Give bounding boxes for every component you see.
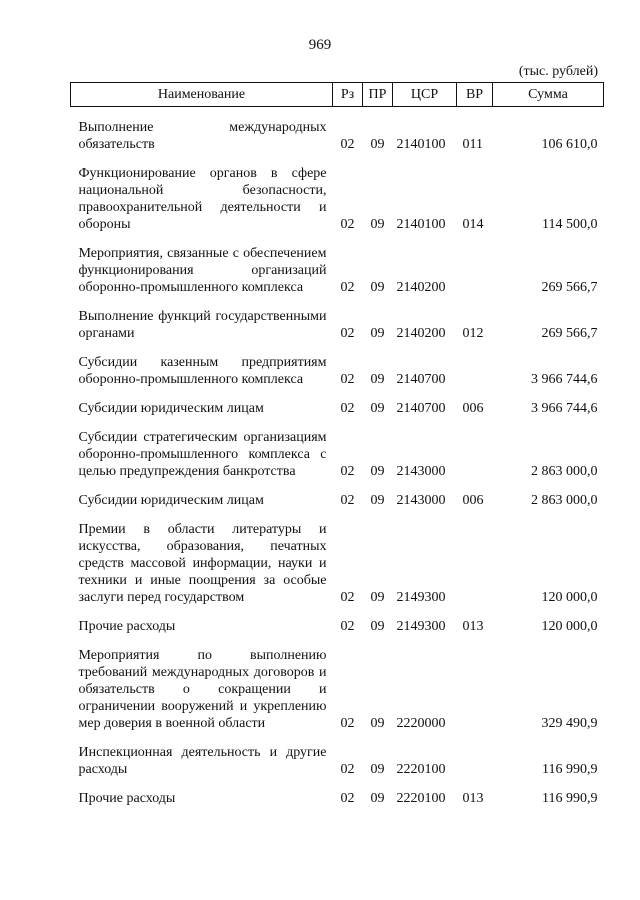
- cell-name: Субсидии казенным предприятиям оборонно-промышленного комплекса: [78, 355, 327, 387]
- cell-vr: [457, 637, 493, 734]
- header-rz: Рз: [333, 83, 363, 107]
- header-sum: Сумма: [493, 83, 604, 107]
- cell-vr: 011: [462, 137, 483, 152]
- cell-rz: 02: [340, 716, 355, 731]
- cell-pr: 09: [370, 762, 385, 777]
- table-row: [71, 608, 604, 637]
- cell-rz: 02: [340, 137, 355, 152]
- cell-name: Премии в области литературы и искусства, образования, печатных средств массовой информации, науки и техники и иные поощрения за особые заслуги перед государством: [78, 522, 327, 605]
- units-label: (тыс. рублей): [518, 64, 598, 79]
- cell-pr: 09: [370, 590, 385, 605]
- cell-csr: 2149300: [396, 619, 446, 634]
- cell-vr: 012: [462, 326, 484, 341]
- table-row: [71, 235, 604, 298]
- cell-rz: 02: [340, 217, 355, 232]
- cell-name: Прочие расходы: [78, 619, 176, 634]
- cell-rz: 02: [340, 791, 355, 806]
- cell-name: Мероприятия, связанные с обеспечением функционирования организаций оборонно-промышленного комплекса: [78, 246, 327, 295]
- cell-rz: 02: [340, 401, 355, 416]
- cell-name: Субсидии стратегическим организациям оборонно-промышленного комплекса с целью предупреждения банкротства: [78, 430, 327, 479]
- cell-csr: 2140200: [396, 280, 446, 295]
- cell-rz: 02: [340, 762, 355, 777]
- cell-name: Функционирование органов в сфере национальной безопасности, правоохранительной деятельности и обороны: [78, 166, 327, 232]
- cell-name: Мероприятия по выполнению требований международных договоров и обязательств о сокращении и ограничении вооружений и укреплению мер доверия в военной области: [78, 648, 327, 731]
- cell-vr: 006: [462, 493, 484, 508]
- cell-pr: 09: [370, 280, 385, 295]
- cell-name: Выполнение функций государственными органами: [78, 309, 327, 341]
- cell-sum: 2 863 000,0: [531, 464, 598, 479]
- cell-pr: 09: [370, 137, 385, 152]
- cell-sum: 269 566,7: [541, 326, 598, 341]
- table-row: [71, 298, 604, 344]
- header-name: Наименование: [71, 83, 333, 107]
- cell-sum: 3 966 744,6: [531, 372, 598, 387]
- table-row: [71, 637, 604, 734]
- table-row: [71, 511, 604, 608]
- cell-pr: 09: [370, 716, 385, 731]
- cell-vr: 013: [462, 791, 484, 806]
- cell-vr: [457, 419, 493, 482]
- cell-rz: 02: [340, 372, 355, 387]
- cell-csr: 2140100: [396, 137, 446, 152]
- header-vr: ВР: [457, 83, 493, 107]
- cell-rz: 02: [340, 280, 355, 295]
- cell-rz: 02: [340, 619, 355, 634]
- table-row: [71, 482, 604, 511]
- table-row: [71, 390, 604, 419]
- cell-pr: 09: [370, 372, 385, 387]
- cell-name: Прочие расходы: [78, 791, 176, 806]
- header-csr: ЦСР: [393, 83, 457, 107]
- cell-sum: 120 000,0: [541, 590, 598, 605]
- cell-sum: 3 966 744,6: [531, 401, 598, 416]
- cell-vr: [457, 734, 493, 780]
- table-row: [71, 107, 604, 156]
- cell-pr: 09: [370, 401, 385, 416]
- cell-sum: 269 566,7: [541, 280, 598, 295]
- cell-name: Инспекционная деятельность и другие расходы: [78, 745, 327, 777]
- header-pr: ПР: [363, 83, 393, 107]
- cell-vr: 013: [462, 619, 484, 634]
- cell-vr: [457, 344, 493, 390]
- table-row: [71, 780, 604, 809]
- cell-csr: 2140700: [396, 401, 446, 416]
- cell-csr: 2140100: [396, 217, 446, 232]
- cell-vr: [457, 511, 493, 608]
- table-row: [71, 155, 604, 235]
- table-row: [71, 734, 604, 780]
- table-row: [71, 419, 604, 482]
- cell-sum: 116 990,9: [542, 762, 598, 777]
- table-body: [71, 107, 604, 810]
- cell-vr: 014: [462, 217, 484, 232]
- cell-rz: 02: [340, 326, 355, 341]
- cell-sum: 114 500,0: [542, 217, 598, 232]
- cell-sum: 120 000,0: [541, 619, 598, 634]
- cell-name: Выполнение международных обязательств: [78, 120, 327, 152]
- table-row: [71, 344, 604, 390]
- cell-pr: 09: [370, 464, 385, 479]
- cell-csr: 2220000: [396, 716, 446, 731]
- cell-csr: 2140700: [396, 372, 446, 387]
- cell-name: Субсидии юридическим лицам: [78, 493, 264, 508]
- cell-rz: 02: [340, 464, 355, 479]
- cell-pr: 09: [370, 493, 385, 508]
- budget-table: [70, 82, 604, 809]
- cell-rz: 02: [340, 493, 355, 508]
- cell-pr: 09: [370, 217, 385, 232]
- cell-csr: 2143000: [396, 493, 446, 508]
- cell-csr: 2143000: [396, 464, 446, 479]
- cell-sum: 116 990,9: [542, 791, 598, 806]
- cell-sum: 2 863 000,0: [531, 493, 598, 508]
- cell-csr: 2140200: [396, 326, 446, 341]
- cell-vr: 006: [462, 401, 484, 416]
- page-number: 969: [308, 37, 332, 53]
- cell-pr: 09: [370, 791, 385, 806]
- cell-csr: 2220100: [396, 762, 446, 777]
- cell-pr: 09: [370, 326, 385, 341]
- cell-pr: 09: [370, 619, 385, 634]
- cell-vr: [457, 235, 493, 298]
- cell-sum: 106 610,0: [541, 137, 598, 152]
- cell-csr: 2220100: [396, 791, 446, 806]
- table-header: [71, 83, 604, 107]
- cell-csr: 2149300: [396, 590, 446, 605]
- cell-sum: 329 490,9: [541, 716, 598, 731]
- cell-rz: 02: [340, 590, 355, 605]
- cell-name: Субсидии юридическим лицам: [78, 401, 264, 416]
